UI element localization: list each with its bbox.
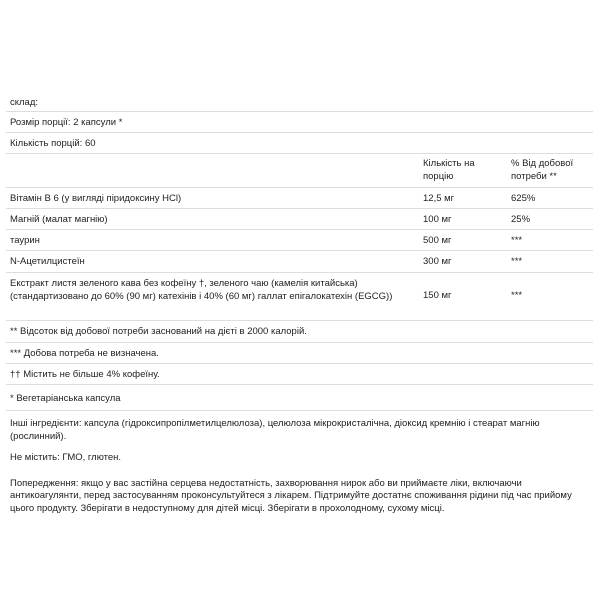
ingredient-name: таурин — [10, 235, 40, 246]
composition-heading: склад: — [10, 97, 39, 108]
ingredient-dv: *** — [511, 256, 523, 267]
free-of-block — [6, 448, 593, 470]
ingredient-name: Вітамін В 6 (у вигляді піридоксину HCl) — [10, 193, 182, 204]
ingredient-amount: 300 мг — [423, 256, 452, 267]
footnote-dv-basis: ** Відсоток від добової потреби заснований на дієті в 2000 калорій. — [10, 326, 307, 337]
ingredient-dv: *** — [511, 290, 523, 301]
servings-row — [6, 133, 593, 154]
table-row — [6, 188, 593, 209]
footnote-row — [6, 385, 593, 411]
ingredient-amount: 12,5 мг — [423, 193, 455, 204]
serving-size-row — [6, 112, 593, 133]
free-of: Не містить: ГМО, глютен. — [10, 452, 122, 463]
warning-block — [6, 470, 593, 521]
ingredient-dv: 625% — [511, 193, 536, 204]
table-row — [6, 251, 593, 273]
warning-text: Попередження: якщо у вас застійна серцева недостатність, захворювання нирок або ви приймаєте ліки, включаючи антикоагулянти, перед застосуванням проконсультуйтеся з лікарем. Підтримуйте достатнє споживання рідини під час прийому цього продукту. Зберігати в недоступному для дітей місці. Зберігати в прохолодному, сухому місці. — [10, 477, 572, 514]
footnote-caffeine: †† Містить не більше 4% кофеїну. — [10, 369, 160, 380]
dv-column-header: % Від добової потреби ** — [511, 158, 574, 182]
ingredient-name: Магній (малат магнію) — [10, 214, 108, 225]
ingredient-dv: *** — [511, 235, 523, 246]
ingredient-name: Екстракт листя зеленого кава без кофеїну †, зеленого чаю (камелія китайська) (стандартизовано до 60% (90 мг) катехінів і 40% (60 мг) галлат епігалокатехін (EGCG)) — [10, 278, 393, 302]
ingredient-amount: 500 мг — [423, 235, 452, 246]
footnote-row — [6, 343, 593, 364]
ingredient-amount: 150 мг — [423, 290, 452, 301]
footnote-row — [6, 364, 593, 385]
serving-size: Розмір порції: 2 капсули * — [10, 117, 123, 128]
heading-row — [6, 92, 593, 112]
amount-column-header: Кількість на порцію — [423, 158, 475, 182]
other-ingredients-block — [6, 411, 593, 448]
table-header-row — [6, 154, 593, 188]
supplement-facts-panel — [6, 92, 593, 520]
ingredient-dv: 25% — [511, 214, 531, 225]
ingredient-name: N-Ацетилцистеїн — [10, 256, 85, 267]
servings-count: Кількість порцій: 60 — [10, 138, 96, 149]
other-ingredients: Інші інгредієнти: капсула (гідроксипропілметилцелюлоза), целюлоза мікрокристалічна, діоксид кремнію і стеарат магнію (рослинний). — [10, 418, 540, 442]
ingredient-amount: 100 мг — [423, 214, 452, 225]
table-row — [6, 230, 593, 251]
footnote-vegetarian: * Вегетаріанська капсула — [10, 393, 121, 404]
footnote-row — [6, 321, 593, 343]
table-row — [6, 209, 593, 230]
table-row — [6, 273, 593, 321]
footnote-no-dv: *** Добова потреба не визначена. — [10, 348, 159, 359]
